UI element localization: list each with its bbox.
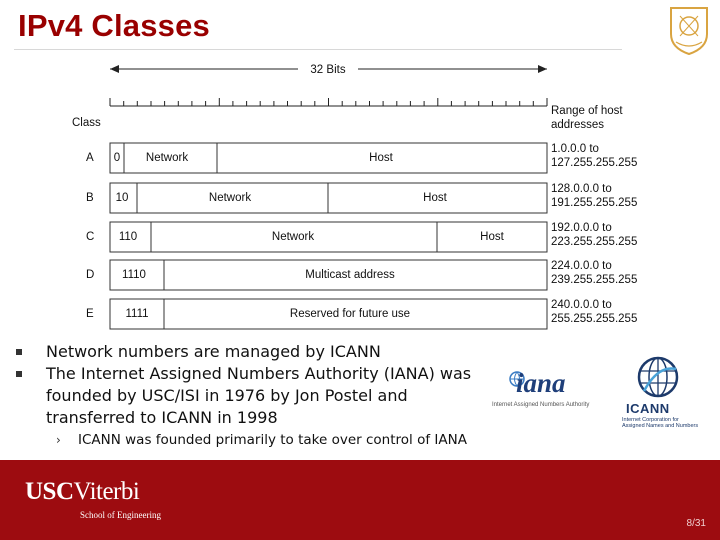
range-heading-line1: Range of host: [551, 105, 623, 117]
class-d-row: [86, 260, 637, 290]
bullet-list: [16, 341, 496, 449]
iana-tagline: Internet Assigned Numbers Authority: [492, 402, 590, 408]
bullet-item: [16, 363, 496, 429]
class-b-row: [86, 183, 637, 213]
range-start: 224.0.0.0 to: [551, 260, 612, 272]
host-field: Host: [423, 192, 447, 204]
network-field: Network: [145, 152, 189, 164]
chevron-bullet-icon: ›: [56, 433, 61, 447]
reserved-field: Reserved for future use: [289, 308, 411, 320]
bullet-item: [16, 341, 496, 363]
range-end: 239.255.255.255: [551, 274, 638, 286]
class-e-row: [86, 299, 637, 329]
iana-logo: [492, 368, 612, 414]
class-letter: C: [86, 231, 95, 243]
class-a-row: [86, 143, 637, 173]
page-number: 8/31: [686, 518, 706, 529]
range-end: 191.255.255.255: [551, 197, 638, 209]
host-field: Host: [369, 152, 393, 164]
globe-icon: [636, 355, 680, 399]
slide-title: IPv4 Classes: [18, 8, 210, 43]
sub-bullet-text: ICANN was founded primarily to take over control of IANA: [78, 432, 467, 448]
square-bullet-icon: [16, 371, 22, 377]
range-start: 128.0.0.0 to: [551, 183, 612, 195]
class-letter: D: [86, 269, 95, 281]
network-field: Network: [271, 231, 315, 243]
icann-logo: [614, 355, 700, 435]
title-divider: [14, 49, 622, 50]
icann-wordmark: ICANN: [626, 401, 670, 416]
class-letter: B: [86, 192, 94, 204]
multicast-field: Multicast address: [305, 269, 395, 281]
leading-bits: 0: [113, 152, 121, 164]
class-letter: A: [86, 152, 94, 164]
class-column-heading: Class: [72, 117, 101, 129]
square-bullet-icon: [16, 349, 22, 355]
bit-ruler: [110, 98, 547, 106]
range-start: 240.0.0.0 to: [551, 299, 612, 311]
usc-viterbi-logo: USCViterbi: [25, 478, 140, 505]
leading-bits: 110: [118, 231, 138, 243]
range-end: 223.255.255.255: [551, 236, 638, 248]
bit-width-label: 32 Bits: [310, 64, 346, 76]
range-heading-line2: addresses: [551, 119, 605, 131]
host-field: Host: [480, 231, 504, 243]
range-end: 127.255.255.255: [551, 157, 638, 169]
ipv4-class-diagram: [60, 56, 660, 336]
range-end: 255.255.255.255: [551, 313, 638, 325]
network-field: Network: [208, 192, 252, 204]
leading-bits: 10: [115, 192, 129, 204]
class-letter: E: [86, 308, 94, 320]
class-c-row: [86, 222, 637, 252]
bullet-text: The Internet Assigned Numbers Authority (IANA) was founded by USC/ISI in 1976 by Jon Postel and transferred to ICANN in 1998: [46, 364, 472, 427]
bullet-text: Network numbers are managed by ICANN: [46, 342, 381, 361]
usc-seal-icon: [666, 4, 712, 56]
range-start: 1.0.0.0 to: [551, 143, 599, 155]
school-name: School of Engineering: [80, 510, 161, 520]
sub-bullet-item: [16, 431, 496, 449]
icann-tagline: Internet Corporation for Assigned Names and Numbers: [622, 417, 699, 429]
leading-bits: 1110: [122, 269, 146, 281]
range-start: 192.0.0.0 to: [551, 222, 612, 234]
iana-wordmark: iana: [516, 368, 566, 398]
footer-bar: [0, 460, 720, 540]
leading-bits: 1111: [125, 308, 149, 320]
